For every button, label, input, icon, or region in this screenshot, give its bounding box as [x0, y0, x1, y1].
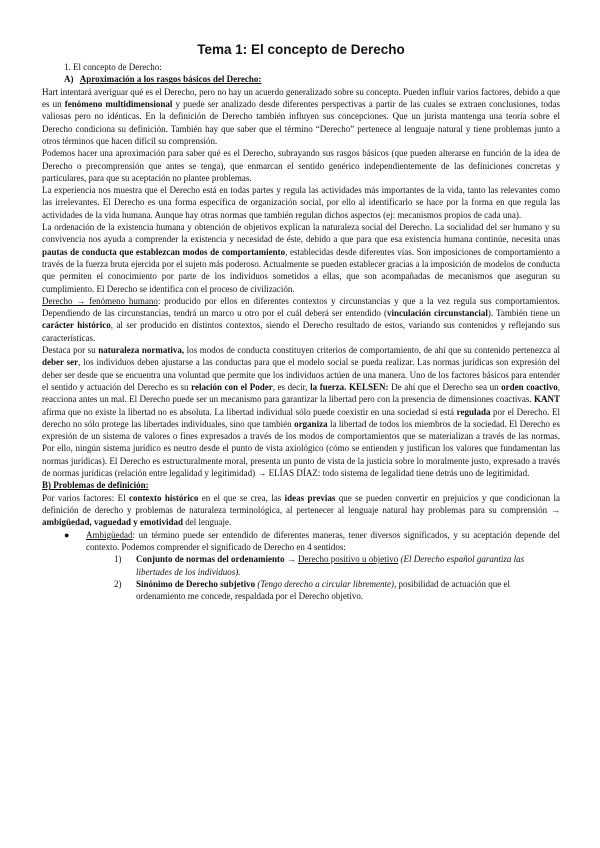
list-item-sentido-2: [42, 578, 560, 603]
section-a-title: Aproximación a los rasgos básicos del Derecho:: [79, 74, 262, 85]
bold-run: organiza: [294, 418, 328, 429]
text-run: los modos de conducta constituyen criterios de comportamiento, de ahí que su contenido pertenezca al: [184, 345, 560, 356]
list-number: 1): [114, 554, 122, 565]
underlined-run: Ambigüedad: [86, 529, 133, 540]
bold-run: orden coactivo: [501, 381, 558, 392]
bold-run: fenómeno multidimensional: [64, 99, 173, 110]
text-run: , al ser producido en distintos contextos, siendo el Derecho resultado de estos, variando sus contenidos y reflejando sus características.: [42, 320, 560, 343]
bullet-icon: ●: [64, 529, 70, 540]
paragraph-normativa: [42, 344, 560, 479]
text-run: , establecidas desde diferentes vías. Son imposiciones de comportamiento a través de la fuerza bruta ejercida por el sujeto más poderoso. Actualmente se pueden establecer gracias a la imposición de modelos de conducta que permiten el conocimiento por parte de los individuos sometidos a ellas, que son acompañadas de mecanismos que aseguran su cumplimiento. El Derecho se identifica con el proceso de civilización.: [42, 246, 560, 294]
bold-run: KANT: [533, 394, 560, 405]
list-item-sentido-1: [42, 553, 560, 578]
text-run: la libertad de todos los miembros de la sociedad. El Derecho es expresión de un sistema de valores o fines expresados a través de los modos de comportamientos que se materializan a través de las normas. Por ello, ningún sistema jurídico es neutro desde el punto de vista axiológico (cómo se entienden y justifican los valores que fundamentan las normas jurídicas). El Derecho es estructuralmente moral, presenta un punto de vista de la justicia sobre lo moralmente justo, expresado a través de normas jurídicas (relación entre legalidad y legitimidad) → ELÍAS DÍAZ: todo sistema de legalidad tiene detrás uno de legitimidad.: [42, 418, 560, 479]
text-run: →: [284, 554, 299, 565]
bold-run: relación con el Poder: [191, 381, 273, 392]
text-run: : producido por ellos en diferentes contextos y circunstancias y que a la vez regula sus comportamientos. Dependiendo de las circunstancias, tendrá un marco u otro por el cuál deberá ser entendido (: [42, 295, 561, 319]
bold-run: Sinónimo de Derecho subjetivo: [136, 578, 256, 589]
paragraph-ordenacion: [42, 221, 560, 295]
paragraph-factores: [42, 492, 560, 529]
bold-run: pautas de conducta que establezcan modos de comportamiento: [42, 246, 286, 257]
bold-run: contexto histórico: [128, 492, 199, 503]
underlined-run: Derecho positivo u objetivo: [298, 554, 399, 565]
text-run: , reacciona antes un mal. El Derecho puede ser un mecanismo para garantizar la libertad pero con la presencia de dimensiones coactivas.: [42, 381, 560, 405]
text-run: Destaca por su: [42, 345, 99, 356]
bold-run: vinculación circunstancial: [386, 308, 488, 319]
text-run: : un término puede ser entendido de diferentes maneras, tener diversos significados, y su aceptación depende del contexto. Podemos comprender el significado de Derecho en 4 sentidos:: [86, 529, 560, 552]
text-run: que se pueden convertir en prejuicios y que condicionan la definición de derecho y problemas de naturaleza terminológica, al pertenecer al lenguaje natural hay problemas para su comprensión →: [42, 492, 560, 516]
text-run: Por varios factores: El: [42, 492, 129, 503]
text-run: afirma que no existe la libertad no es absoluta. La libertad individual sólo puede coexistir en una sociedad si está: [42, 406, 457, 417]
text-run: y puede ser analizado desde diferentes perspectivas a partir de las cuales se extraen conclusiones, todas valiosas pero no idénticas. En la definición de Derecho también influyen sus concepciones. Que un jurista mantenga una teoría sobre el Derecho condiciona su definición. También hay que saber que el término “Derecho” pertenece al lenguaje natural y tiene problemas junto a otros términos que hacen difícil su comprensión.: [42, 99, 560, 146]
paragraph-aproximacion: Podemos hacer una aproximación para saber qué es el Derecho, subrayando sus rasgos básicos (que pueden alterarse en función de la idea de Derecho o precomprensión que antes se tenga), que enmarcan el sentido genérico independientemente de las definiciones concretas y particulares, para que su aceptación no plantee problemas.: [42, 148, 560, 183]
section-a-label: A): [64, 74, 74, 85]
text-run: , los individuos deben ajustarse a las conductas para que el modelo social se pueda realizar. Las normas jurídicas son expresión del deber ser desde que se encuentra una voluntad que permite que los individuos actúen de una manera. Uno de los factores básicos para entender el sentido y actuación del Derecho es su: [42, 357, 561, 392]
section-1-heading: 1. El concepto de Derecho:: [64, 62, 162, 72]
text-run: por el Derecho. El derecho no sólo protege las libertades individuales, sino que también: [42, 406, 560, 429]
text-run: en el que se crea, las: [198, 492, 285, 503]
list-item-ambiguedad: [42, 529, 560, 554]
list-number: 2): [114, 578, 122, 589]
bold-run: regulada: [456, 406, 491, 417]
list-item-text: [136, 553, 560, 578]
text-run: De ahí que el Derecho sea un: [388, 381, 502, 392]
section-b-heading: [42, 479, 560, 491]
paragraph-fenomeno-humano: [42, 295, 560, 344]
text-run: La ordenación de la existencia humana y obtención de objetivos explican la naturaleza social del Derecho. La socialidad del ser humano y su convivencia nos ayuda a comprender la existencia y necesidad de éste, debido a que para que esa existencia humana continúe, necesita unas: [42, 222, 560, 245]
section-a-heading: [42, 73, 560, 85]
section-b-title: B) Problemas de definición:: [42, 480, 149, 491]
text-run: ). También tiene un: [487, 308, 560, 319]
italic-run: (El Derecho español garantiza las libertades de los individuos).: [136, 554, 525, 577]
bold-run: carácter histórico: [42, 320, 111, 331]
bold-run: ideas previas: [284, 492, 336, 503]
text-run: del lenguaje.: [183, 517, 232, 528]
bold-run: ambigüedad, vaguedad y emotividad: [42, 517, 184, 528]
page-title: Tema 1: El concepto de Derecho: [197, 42, 405, 57]
list-item-text: [136, 578, 560, 603]
paragraph-hart: [42, 86, 560, 147]
bold-run: la fuerza. KELSEN:: [310, 381, 389, 392]
text-run: , es decir,: [272, 381, 311, 392]
bold-run: naturaleza normativa,: [98, 345, 185, 356]
paragraph-experiencia: La experiencia nos muestra que el Derecho está en todas partes y regula las actividades más importantes de la vida, tanto las relevantes como las irrelevantes. El Derecho es una forma específica de organización social, por ello al identificarlo se hace por la forma en que regula las actividades de la vida humana. Aunque hay otras normas que también regulan dichos aspectos (ej: mecanismos propios de cada una).: [42, 185, 560, 220]
underlined-run: Derecho → fenómeno humano: [42, 295, 158, 306]
text-run: Hart intentará averiguar qué es el Derecho, pero no hay un acuerdo generalizado sobre su concepto. Pueden influir varios factores, debido a que es un: [42, 86, 560, 110]
bold-run: Conjunto de normas del ordenamiento: [136, 554, 285, 565]
list-item-text: [86, 529, 560, 554]
bold-run: deber ser: [42, 357, 79, 368]
text-run: posibilidad de actuación que el ordenamiento me concede, respaldada por el Derecho objetivo.: [136, 578, 510, 602]
italic-run: (Tengo derecho a circular libremente),: [255, 578, 397, 589]
